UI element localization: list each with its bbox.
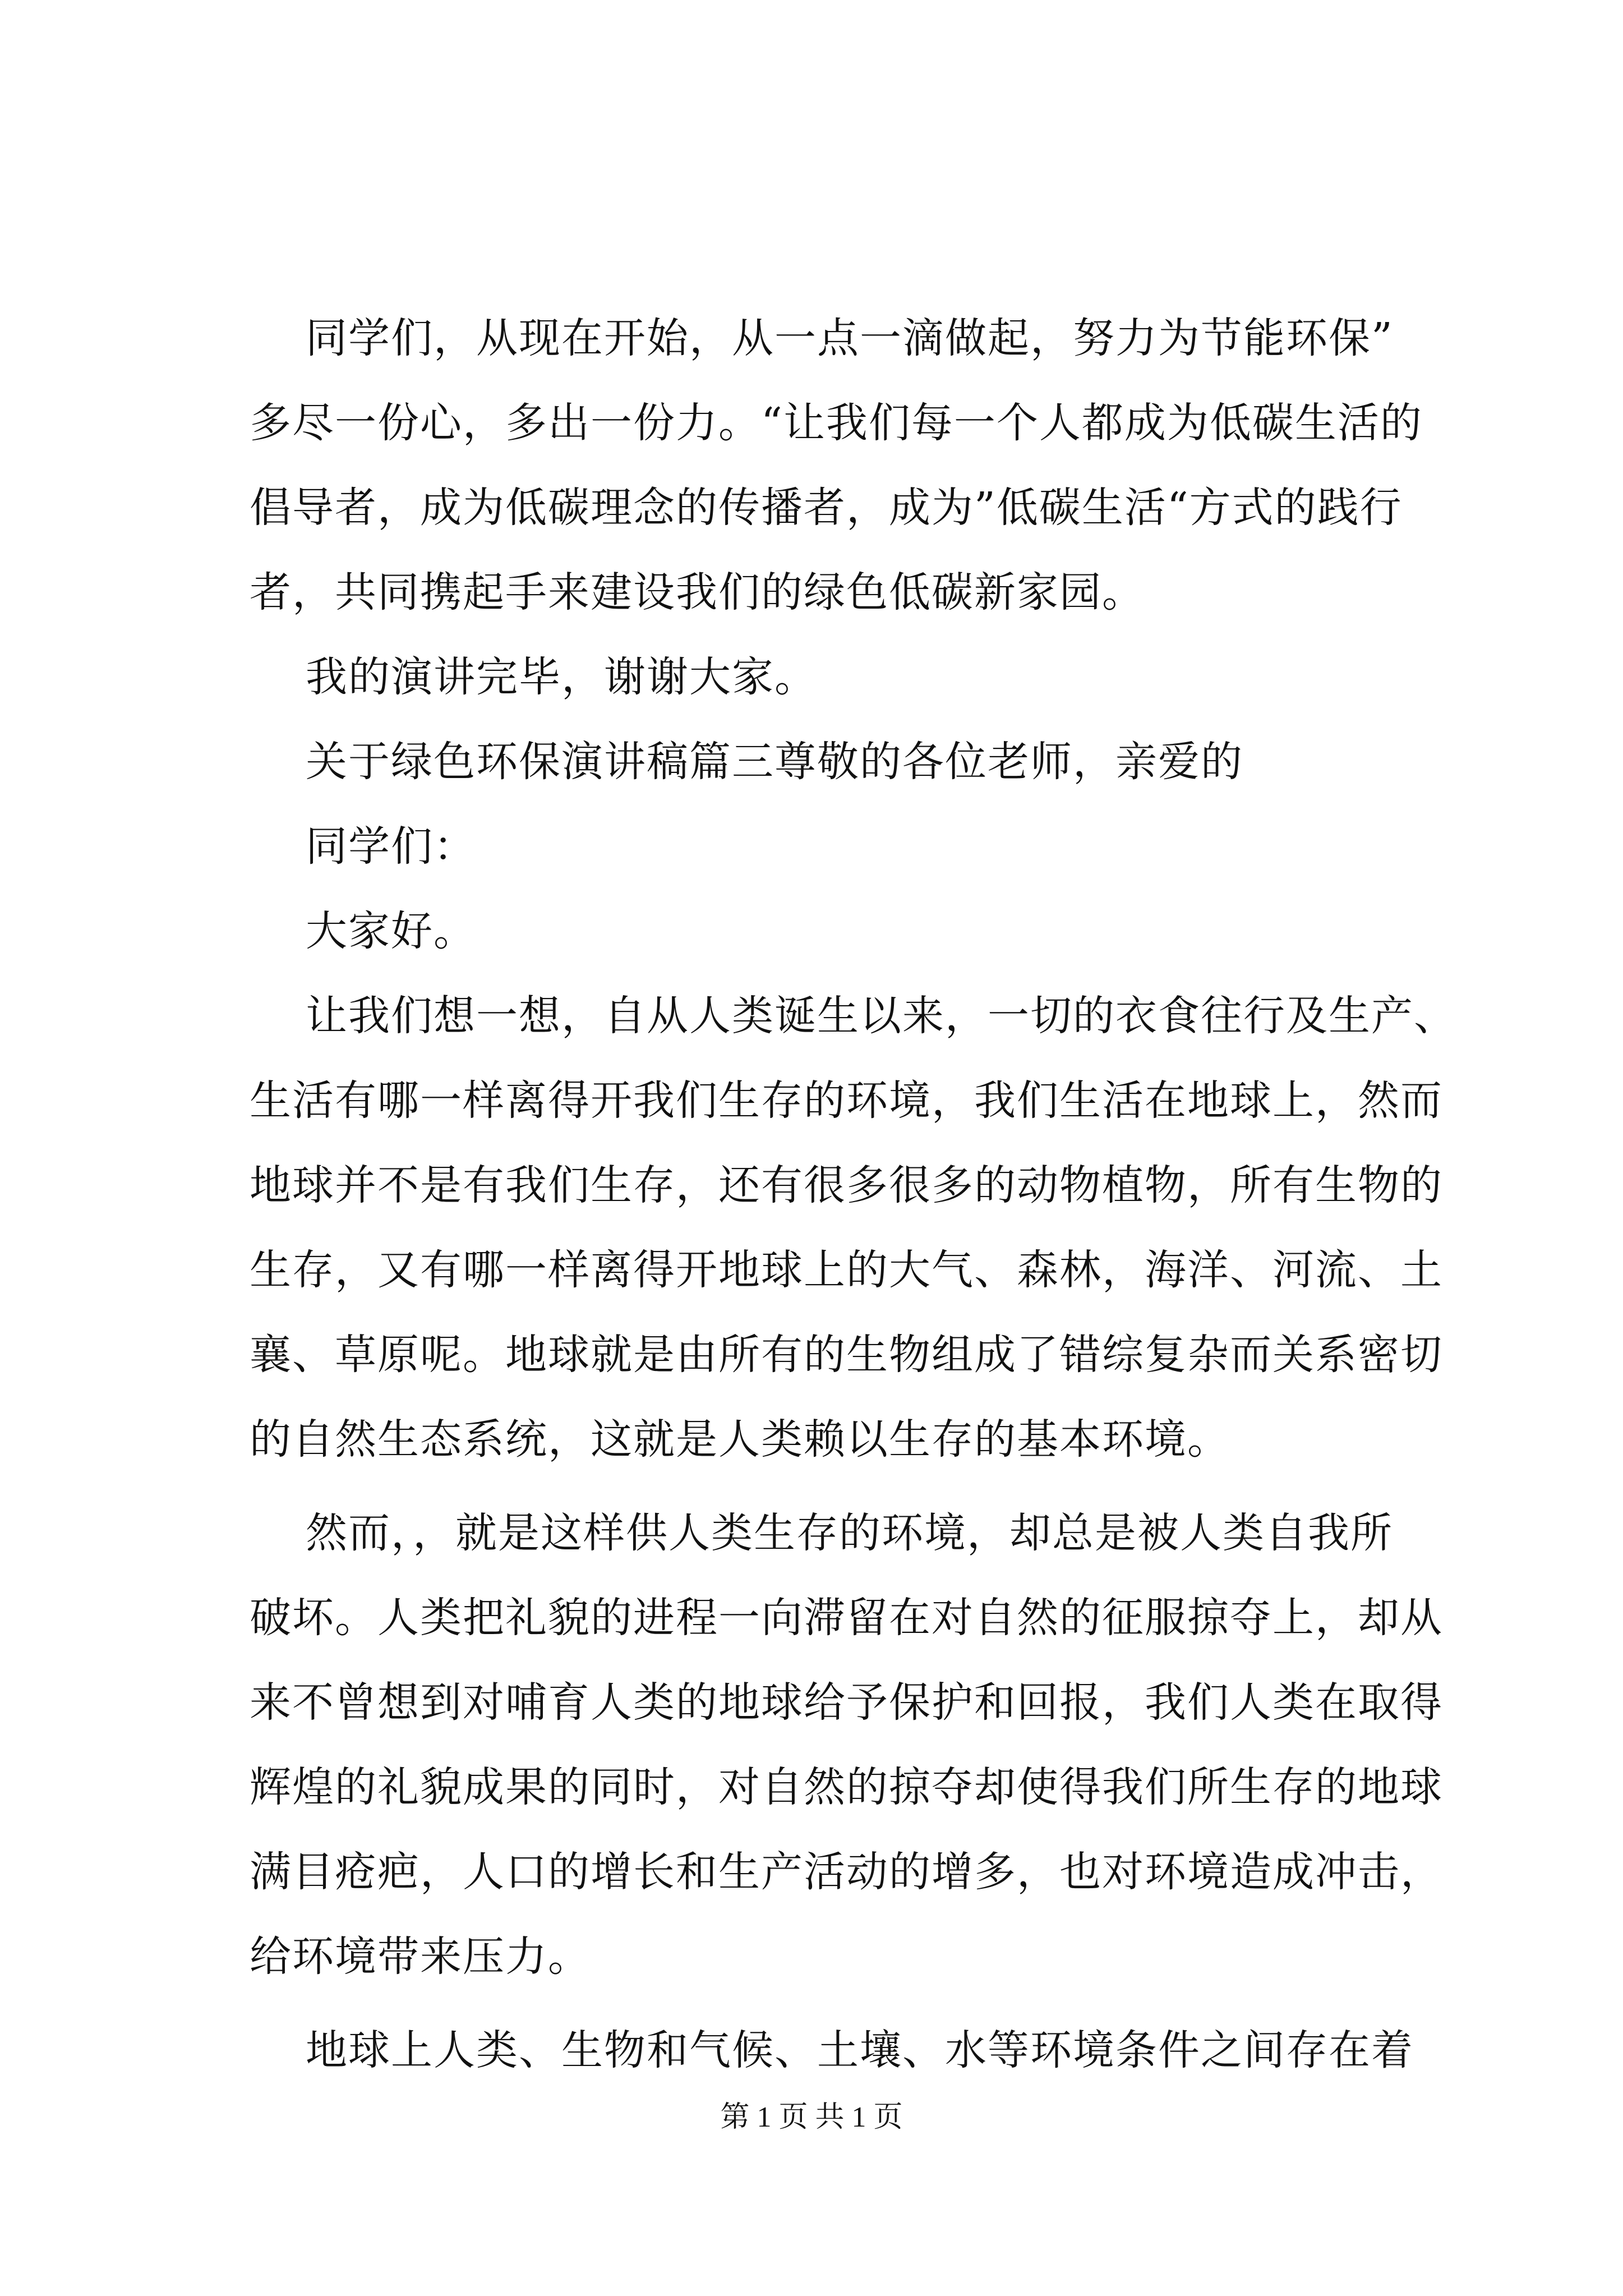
paragraph-line: 的自然生态系统，这就是人类赖以生存的基本环境。 <box>250 1415 1230 1464</box>
paragraph-line: 给环境带来压力。 <box>250 1932 591 1981</box>
paragraph-line: 地球上人类、生物和气候、土壤、水等环境条件之间存在着 <box>306 2026 1414 2074</box>
paragraph-line: 让我们想一想，自从人类诞生以来，一切的衣食往行及生产、 <box>306 992 1456 1040</box>
page-footer <box>0 2098 1623 2137</box>
paragraph-line: 生存，又有哪一样离得开地球上的大气、森林，海洋、河流、土 <box>250 1246 1443 1294</box>
paragraph-line: 多尽一份心，多出一份力。“让我们每一个人都成为低碳生活的 <box>250 399 1423 447</box>
paragraph-line: 我的演讲完毕，谢谢大家。 <box>306 653 817 701</box>
paragraph-line: 破坏。人类把礼貌的进程一向滞留在对自然的征服掠夺上，却从 <box>250 1594 1443 1642</box>
paragraph-line: 襄、草原呢。地球就是由所有的生物组成了错综复杂而关系密切 <box>250 1331 1443 1379</box>
document-body <box>250 296 1456 2093</box>
paragraph-line: 辉煌的礼貌成果的同时，对自然的掠夺却使得我们所生存的地球 <box>250 1763 1443 1811</box>
paragraph-line: 大家好。 <box>306 907 476 955</box>
paragraph-line: 来不曾想到对哺育人类的地球给予保护和回报，我们人类在取得 <box>250 1678 1443 1727</box>
paragraph-line: 同学们，从现在开始，从一点一滴做起，努力为节能环保” <box>306 314 1394 362</box>
paragraph-line: 倡导者，成为低碳理念的传播者，成为”低碳生活“方式的践行 <box>250 484 1403 532</box>
paragraph-line: 者，共同携起手来建设我们的绿色低碳新家园。 <box>250 568 1145 616</box>
paragraph-line: 地球并不是有我们生存，还有很多很多的动物植物，所有生物的 <box>250 1161 1443 1209</box>
paragraph-line: 然而，，就是这样供人类生存的环境，却总是被人类自我所 <box>306 1509 1393 1557</box>
page-number-label: 第 1 页 共 1 页 <box>720 2101 903 2133</box>
paragraph-line: 同学们： <box>306 822 476 871</box>
paragraph-line: 满目疮疤，人口的增长和生产活动的增多，也对环境造成冲击， <box>250 1848 1443 1896</box>
paragraph-line: 生活有哪一样离得开我们生存的环境，我们生活在地球上，然而 <box>250 1076 1443 1125</box>
paragraph-line: 关于绿色环保演讲稿篇三尊敬的各位老师，亲爱的 <box>306 738 1243 786</box>
